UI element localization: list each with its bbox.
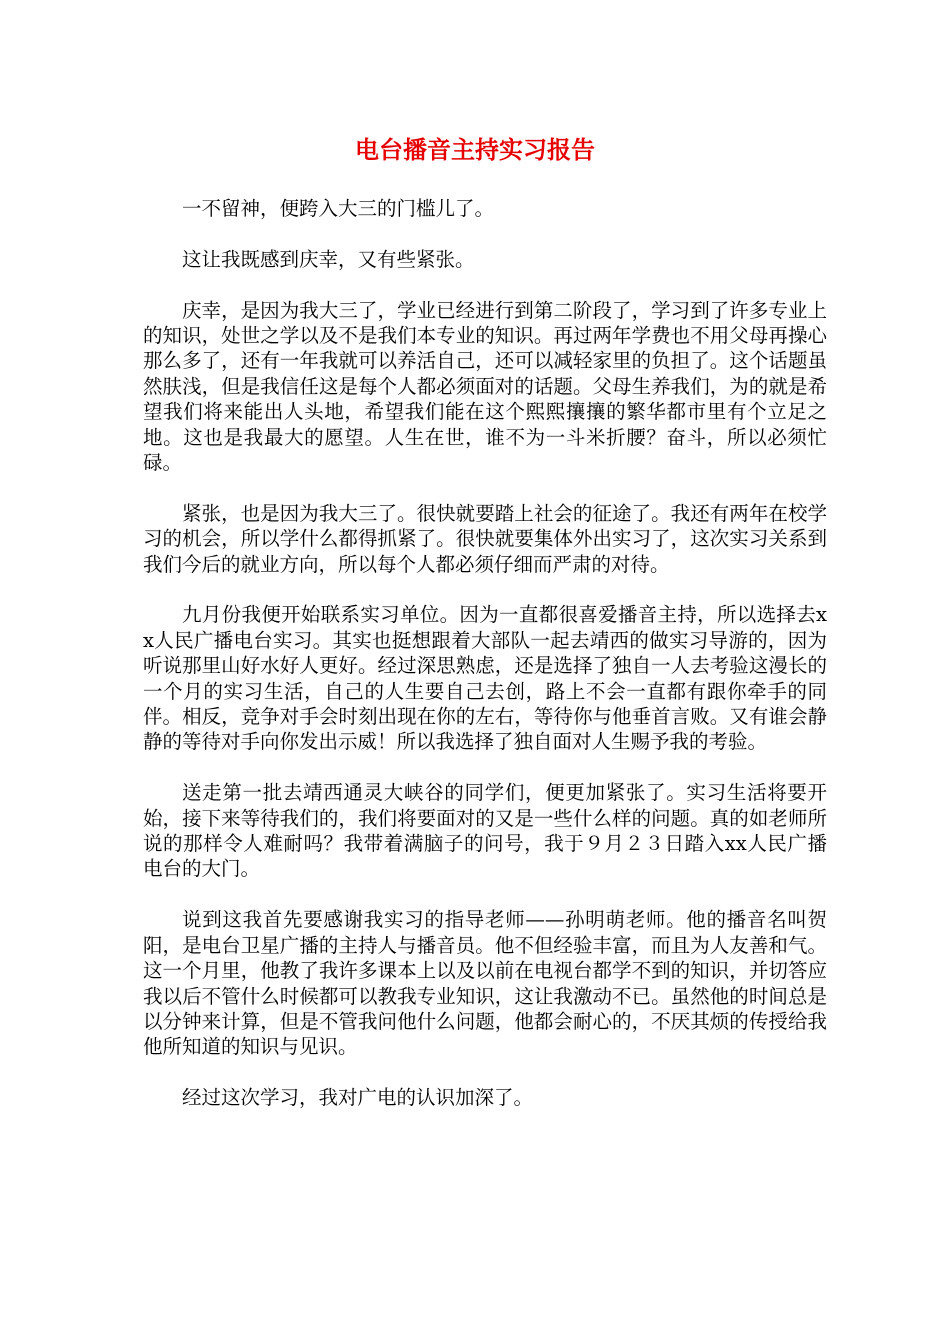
paragraph-4: 紧张，也是因为我大三了。很快就要踏上社会的征途了。我还有两年在校学习的机会，所以学什么都得抓紧了。很快就要集体外出实习了，这次实习关系到我们今后的就业方向，所以每个人都必须仔细而严肃的对待。 bbox=[143, 501, 827, 576]
document-title: 电台播音主持实习报告 bbox=[355, 136, 595, 164]
paragraph-7: 说到这我首先要感谢我实习的指导老师——孙明萌老师。他的播音名叫贺阳，是电台卫星广播的主持人与播音员。他不但经验丰富，而且为人友善和气。这一个月里，他教了我许多课本上以及以前在电视台都学不到的知识，并切答应我以后不管什么时候都可以教我专业知识，这让我激动不已。虽然他的时间总是以分钟来计算，但是不管我问他什么问题，他都会耐心的，不厌其烦的传授给我他所知道的知识与见识。 bbox=[143, 908, 827, 1059]
paragraph-3: 庆幸，是因为我大三了，学业已经进行到第二阶段了，学习到了许多专业上的知识，处世之学以及不是我们本专业的知识。再过两年学费也不用父母再操心那么多了，还有一年我就可以养活自己，还可以减轻家里的负担了。这个话题虽然肤浅，但是我信任这是每个人都必须面对的话题。父母生养我们，为的就是希望我们将来能出人头地，希望我们能在这个熙熙攘攘的繁华都市里有个立足之地。这也是我最大的愿望。人生在世，谁不为一斗米折腰？奋斗，所以必须忙碌。 bbox=[143, 298, 827, 475]
document-body bbox=[143, 196, 827, 1136]
paragraph-2: 这让我既感到庆幸，又有些紧张。 bbox=[182, 247, 475, 271]
paragraph-6: 送走第一批去靖西通灵大峡谷的同学们，便更加紧张了。实习生活将要开始，接下来等待我们的，我们将要面对的又是一些什么样的问题。真的如老师所说的那样令人难耐吗？我带着满脑子的问号，我于９月２３日踏入xx人民广播电台的大门。 bbox=[143, 781, 827, 881]
paragraph-1: 一不留神，便跨入大三的门槛儿了。 bbox=[182, 197, 495, 220]
paragraph-8: 经过这次学习，我对广电的认识加深了。 bbox=[182, 1086, 534, 1110]
paragraph-5: 九月份我便开始联系实习单位。因为一直都很喜爱播音主持，所以选择去xx人民广播电台实习。其实也挺想跟着大部队一起去靖西的做实习导游的，因为听说那里山好水好人更好。经过深思熟虑，还是选择了独自一人去考验这漫长的一个月的实习生活，自己的人生要自己去创，路上不会一直都有跟你牵手的同伴。相反，竞争对手会时刻出现在你的左右，等待你与他垂首言败。又有谁会静静的等待对手向你发出示威！所以我选择了独自面对人生赐予我的考验。 bbox=[143, 603, 827, 754]
